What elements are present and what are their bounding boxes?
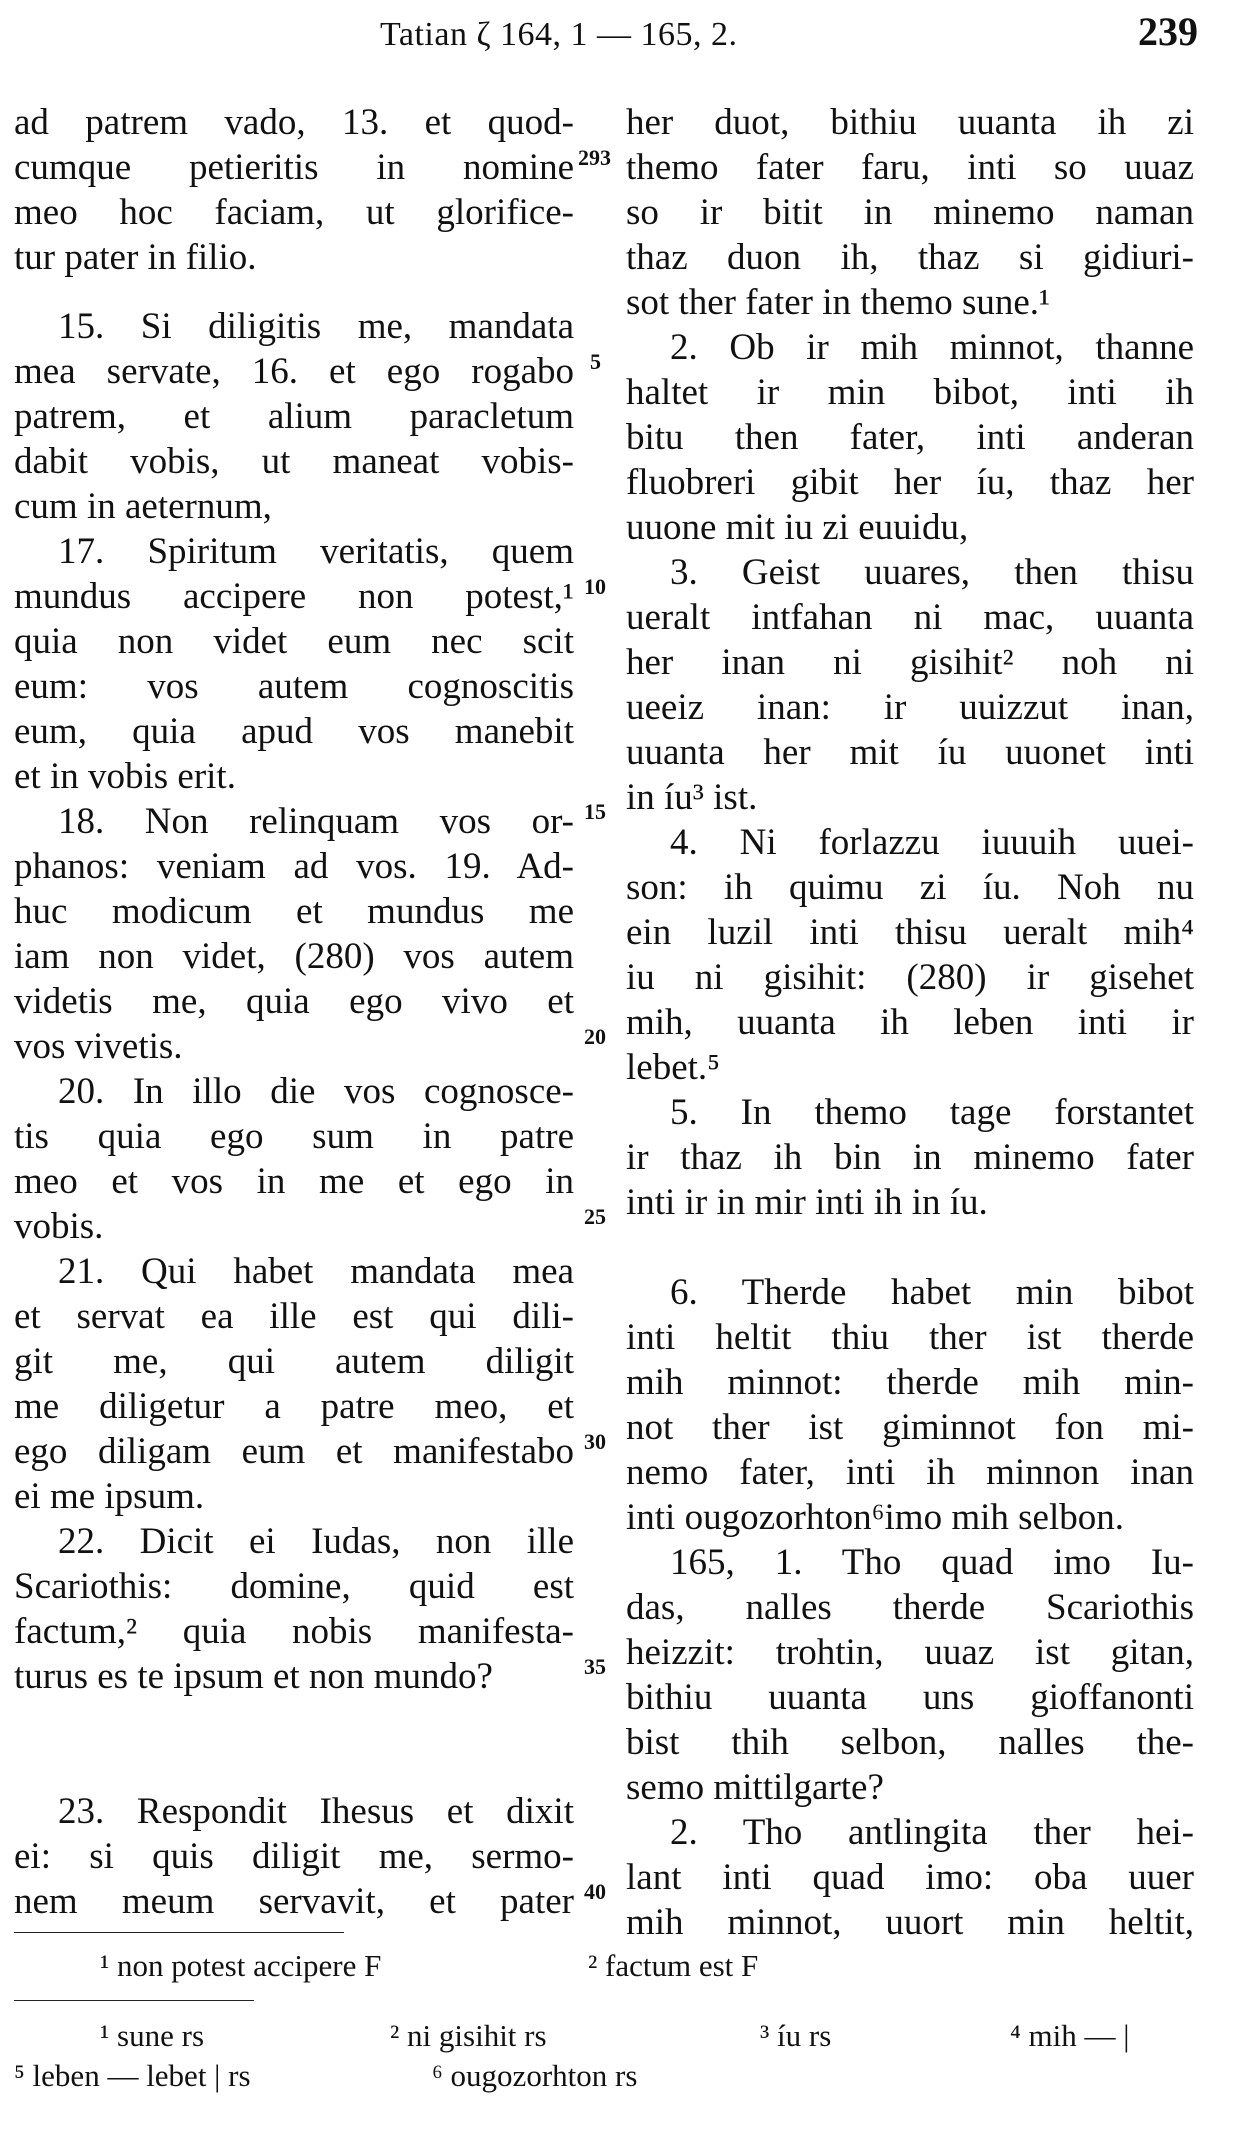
- latin-line: quia non videt eum nec scit: [14, 621, 574, 662]
- footnote: ¹ sune rs: [100, 2018, 205, 2053]
- line-number: 5: [590, 349, 601, 374]
- latin-line: turus es te ipsum et non mundo?: [14, 1656, 493, 1697]
- ohg-line: fluobreri gibit her íu, thaz her: [626, 462, 1194, 503]
- latin-line: ei me ipsum.: [14, 1476, 205, 1517]
- ohg-line: sot ther fater in themo sune.¹: [626, 282, 1051, 323]
- latin-line: et servat ea ille est qui dili-: [14, 1296, 574, 1337]
- cross-reference-number: 293: [578, 145, 611, 170]
- latin-line: Scariothis: domine, quid est: [14, 1566, 574, 1607]
- ohg-line: 2. Ob ir mih minnot, thanne: [670, 327, 1194, 368]
- latin-line: vos vivetis.: [14, 1026, 183, 1067]
- latin-line: ego diligam eum et manifestabo: [14, 1431, 574, 1472]
- line-number: 10: [584, 574, 606, 599]
- ohg-line: uuanta her mit íu uuonet inti: [626, 732, 1194, 773]
- latin-line: meo hoc faciam, ut glorifice-: [14, 192, 574, 233]
- latin-line: eum: vos autem cognoscitis: [14, 666, 574, 707]
- latin-line: et in vobis erit.: [14, 756, 236, 797]
- ohg-line: heizzit: trohtin, uuaz ist gitan,: [626, 1632, 1194, 1673]
- ohg-line: lebet.⁵: [626, 1047, 721, 1088]
- latin-line: videtis me, quia ego vivo et: [14, 981, 574, 1022]
- ohg-line: semo mittilgarte?: [626, 1767, 884, 1808]
- ohg-line: her duot, bithiu uuanta ih zi: [626, 102, 1194, 143]
- ohg-line: ueralt intfahan ni mac, uuanta: [626, 597, 1194, 638]
- ohg-line: mih minnot: therde mih min-: [626, 1362, 1194, 1403]
- latin-line: 17. Spiritum veritatis, quem: [58, 531, 574, 572]
- ohg-line: mih minnot, uuort min heltit,: [626, 1902, 1194, 1943]
- latin-line: ei: si quis diligit me, sermo-: [14, 1836, 574, 1877]
- ohg-section-line: 165, 1. Tho quad imo Iu-: [670, 1542, 1194, 1583]
- ohg-line: bithiu uuanta uns gioffanonti: [626, 1677, 1194, 1718]
- latin-line: mundus accipere non potest,¹: [14, 576, 574, 617]
- latin-line: patrem, et alium paracletum: [14, 396, 574, 437]
- latin-line: 15. Si diligitis me, mandata: [58, 306, 574, 347]
- ohg-line: inti ougozorhton⁶imo mih selbon.: [626, 1497, 1124, 1538]
- line-number: 30: [584, 1429, 606, 1454]
- page-number: 239: [1138, 9, 1198, 54]
- footnote: ⁶ ougozorhton rs: [432, 2058, 638, 2093]
- latin-line: vobis.: [14, 1206, 104, 1247]
- ohg-line: son: ih quimu zi íu. Noh nu: [626, 867, 1194, 908]
- running-title: Tatian ζ 164, 1 — 165, 2.: [380, 16, 738, 53]
- latin-column: [14, 100, 574, 1924]
- ohg-line: themo fater faru, inti so uuaz: [626, 147, 1194, 188]
- latin-line: 20. In illo die vos cognosce-: [58, 1071, 574, 1112]
- ohg-line: not ther ist giminnot fon mi-: [626, 1407, 1194, 1448]
- page-header: [0, 8, 1244, 58]
- latin-line: tis quia ego sum in patre: [14, 1116, 574, 1157]
- ohg-line: iu ni gisihit: (280) ir gisehet: [626, 957, 1194, 998]
- latin-line: 23. Respondit Ihesus et dixit: [58, 1791, 574, 1832]
- line-number: 35: [584, 1654, 606, 1679]
- footnote: ⁴ mih — |: [1010, 2018, 1130, 2053]
- latin-line: 21. Qui habet mandata mea: [58, 1251, 574, 1292]
- ohg-line: her inan ni gisihit² noh ni: [626, 642, 1194, 683]
- latin-line: huc modicum et mundus me: [14, 891, 574, 932]
- footnote-rule: [14, 2000, 254, 2001]
- ohg-line: 3. Geist uuares, then thisu: [670, 552, 1194, 593]
- footnote: ¹ non potest accipere F: [100, 1948, 382, 1983]
- line-number: 20: [584, 1024, 606, 1049]
- latin-blank-line: [14, 1699, 574, 1744]
- latin-line: git me, qui autem diligit: [14, 1341, 574, 1382]
- ohg-line: 2. Tho antlingita ther hei-: [670, 1812, 1194, 1853]
- ohg-line: 6. Therde habet min bibot: [670, 1272, 1194, 1313]
- latin-blank-line: [14, 1744, 574, 1789]
- ohg-line: ein luzil inti thisu ueralt mih⁴: [626, 912, 1194, 953]
- ohg-line: bitu then fater, inti anderan: [626, 417, 1194, 458]
- ohg-blank-line: [626, 1225, 1194, 1270]
- latin-line: mea servate, 16. et ego rogabo: [14, 351, 574, 392]
- paragraph-gap: [14, 280, 574, 304]
- ohg-line: so ir bitit in minemo naman: [626, 192, 1194, 233]
- ohg-line: 4. Ni forlazzu iuuuih uuei-: [670, 822, 1194, 863]
- line-number: 25: [584, 1204, 606, 1229]
- latin-line: ad patrem vado, 13. et quod-: [14, 102, 574, 143]
- latin-line: eum, quia apud vos manebit: [14, 711, 574, 752]
- ohg-line: 5. In themo tage forstantet: [670, 1092, 1194, 1133]
- ohg-line: ueeiz inan: ir uuizzut inan,: [626, 687, 1194, 728]
- ohg-line: in íu³ ist.: [626, 777, 758, 818]
- ohg-line: inti ir in mir inti ih in íu.: [626, 1182, 988, 1223]
- latin-line: meo et vos in me et ego in: [14, 1161, 574, 1202]
- latin-line: tur pater in filio.: [14, 237, 257, 278]
- line-number: 15: [584, 799, 606, 824]
- latin-line: cumque petieritis in nomine: [14, 147, 574, 188]
- latin-line: 22. Dicit ei Iudas, non ille: [58, 1521, 574, 1562]
- ohg-line: das, nalles therde Scariothis: [626, 1587, 1194, 1628]
- ohg-line: lant inti quad imo: oba uuer: [626, 1857, 1194, 1898]
- footnote: ³ íu rs: [760, 2018, 832, 2053]
- latin-line: iam non videt, (280) vos autem: [14, 936, 574, 977]
- old-high-german-column: [626, 100, 1194, 1945]
- latin-line: factum,² quia nobis manifesta-: [14, 1611, 574, 1652]
- latin-line: dabit vobis, ut maneat vobis-: [14, 441, 574, 482]
- latin-line: me diligetur a patre meo, et: [14, 1386, 574, 1427]
- ohg-line: inti heltit thiu ther ist therde: [626, 1317, 1194, 1358]
- ohg-line: uuone mit iu zi euuidu,: [626, 507, 969, 548]
- ohg-line: mih, uuanta ih leben inti ir: [626, 1002, 1194, 1043]
- ohg-line: haltet ir min bibot, inti ih: [626, 372, 1194, 413]
- footnote: ² factum est F: [588, 1948, 759, 1983]
- footnote-rule: [14, 1932, 344, 1933]
- footnote: ⁵ leben — lebet | rs: [14, 2058, 251, 2093]
- ohg-line: ir thaz ih bin in minemo fater: [626, 1137, 1194, 1178]
- latin-line: 18. Non relinquam vos or-: [58, 801, 574, 842]
- latin-line: nem meum servavit, et pater: [14, 1881, 574, 1922]
- ohg-line: bist thih selbon, nalles the-: [626, 1722, 1194, 1763]
- ohg-line: nemo fater, inti ih minnon inan: [626, 1452, 1194, 1493]
- ohg-line: thaz duon ih, thaz si gidiuri-: [626, 237, 1194, 278]
- footnote: ² ni gisihit rs: [390, 2018, 547, 2053]
- latin-line: phanos: veniam ad vos. 19. Ad-: [14, 846, 574, 887]
- line-number: 40: [584, 1879, 606, 1904]
- latin-line: cum in aeternum,: [14, 486, 272, 527]
